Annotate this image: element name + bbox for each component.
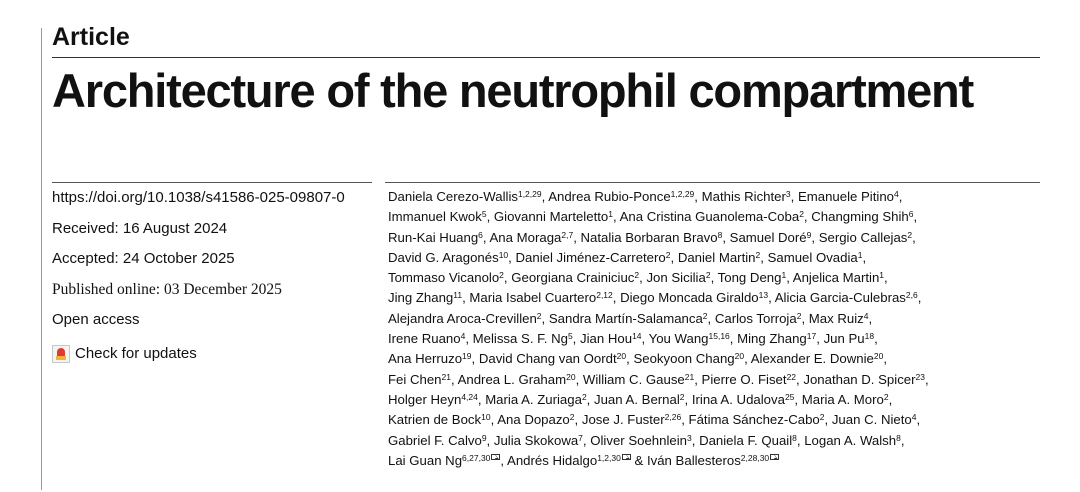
author-line (388, 228, 1048, 248)
author-line (388, 248, 1048, 268)
author-separator: , (768, 290, 775, 306)
author-name[interactable]: Giovanni Marteletto (493, 209, 609, 225)
author-separator: , (916, 412, 921, 428)
author-line (388, 309, 1048, 329)
author-name[interactable]: Anjelica Martin (792, 270, 880, 286)
author-separator: , (694, 189, 702, 204)
author-name[interactable]: Maria Isabel Cuartero (469, 290, 597, 306)
author-separator: , (884, 270, 888, 286)
author-name[interactable]: Emanuele Pitino (797, 189, 895, 204)
author-name[interactable]: Ana Moraga (489, 229, 562, 245)
author-name[interactable]: Maria A. Zuriaga (485, 391, 582, 407)
author-line (388, 410, 1048, 430)
affiliation-superscript: 3 (785, 189, 791, 199)
affiliation-superscript: 5 (481, 209, 487, 220)
author-separator: , (482, 229, 490, 245)
affiliation-superscript: 21 (441, 371, 451, 382)
affiliation-superscript: 1 (781, 270, 787, 281)
author-separator: , (722, 229, 730, 245)
author-separator: , (790, 189, 798, 204)
affiliation-superscript: 4 (863, 310, 869, 321)
affiliation-superscript: 19 (462, 351, 472, 362)
author-name[interactable]: Run-Kai Huang (388, 229, 479, 245)
affiliation-superscript: 13 (758, 290, 769, 301)
affiliation-superscript: 9 (806, 229, 812, 240)
author-name[interactable]: Julia Skokowa (493, 432, 579, 448)
author-name[interactable]: Holger Heyn (388, 391, 462, 407)
affiliation-superscript: 1 (879, 270, 885, 281)
author-separator: , (582, 432, 591, 448)
author-separator: , (586, 391, 594, 407)
author-name[interactable]: Daniela F. Quail (699, 432, 793, 448)
author-separator: , (710, 270, 718, 286)
author-name[interactable]: Tommaso Vicanolo (388, 270, 500, 286)
author-separator: , (508, 249, 516, 265)
author-separator: , (612, 209, 620, 225)
author-separator: , (729, 331, 738, 347)
author-separator: , (573, 229, 581, 245)
affiliation-superscript: 2 (569, 412, 575, 423)
author-name[interactable]: Daniel Jiménez-Carretero (515, 249, 666, 265)
author-separator: , (868, 310, 873, 326)
affiliation-superscript: 2,12 (596, 290, 613, 301)
author-separator: , (913, 209, 918, 225)
author-line (388, 431, 1048, 451)
author-separator: , (796, 371, 804, 387)
author-separator: & (630, 452, 647, 468)
author-separator: , (450, 371, 458, 387)
affiliation-superscript: 11 (453, 290, 463, 301)
affiliation-superscript: 9 (481, 432, 487, 443)
article-type-label: Article (52, 23, 130, 51)
affiliation-superscript: 20 (734, 351, 745, 362)
affiliation-superscript: 1,2,29 (670, 189, 695, 199)
affiliation-superscript: 6 (908, 209, 914, 220)
author-list (388, 187, 1048, 471)
author-name[interactable]: Carlos Torroja (714, 310, 797, 326)
affiliation-superscript: 25 (784, 391, 795, 402)
author-line (388, 451, 1048, 471)
affiliation-superscript: 2,28,30 (740, 452, 770, 463)
author-line (388, 349, 1048, 369)
author-separator: , (898, 189, 903, 204)
author-name[interactable]: Fei Chen (388, 371, 442, 387)
author-line (388, 370, 1048, 390)
author-name[interactable]: Juan A. Bernal (594, 391, 680, 407)
affiliation-superscript: 2 (705, 270, 711, 281)
author-name[interactable]: Immanuel Kwok (388, 209, 482, 225)
meta-divider (52, 182, 372, 183)
affiliation-superscript: 21 (684, 371, 695, 382)
author-separator: , (760, 249, 768, 265)
author-separator: , (925, 371, 929, 387)
accepted-date: Accepted: 24 October 2025 (52, 250, 235, 268)
author-separator: , (641, 331, 649, 347)
author-name[interactable]: Jon Sicilia (646, 270, 706, 286)
author-line (388, 329, 1048, 349)
affiliation-superscript: 17 (806, 331, 817, 342)
affiliation-superscript: 1,2,29 (517, 189, 542, 199)
author-name[interactable]: Diego Moncada Giraldo (620, 290, 759, 306)
author-name[interactable]: Andrea Rubio-Ponce (548, 189, 671, 204)
affiliation-superscript: 1,2,30 (597, 452, 621, 463)
header-divider (52, 57, 1040, 58)
affiliation-superscript: 4 (911, 412, 917, 423)
affiliation-superscript: 2 (883, 391, 889, 402)
author-name[interactable]: Mathis Richter (701, 189, 786, 204)
author-separator: , (803, 209, 812, 225)
author-name[interactable]: Ana Dopazo (497, 412, 570, 428)
email-icon[interactable] (622, 454, 631, 460)
affiliation-superscript: 2 (679, 391, 685, 402)
author-separator: , (794, 391, 802, 407)
author-separator: , (811, 229, 819, 245)
author-name[interactable]: Seokyoon Chang (633, 351, 735, 367)
author-name[interactable]: Daniela Cerezo-Wallis (388, 189, 518, 204)
author-separator: , (681, 412, 689, 428)
affiliation-superscript: 20 (566, 371, 576, 382)
crossmark-icon (52, 345, 70, 363)
received-date: Received: 16 August 2024 (52, 219, 228, 237)
author-name[interactable]: Andrea L. Graham (457, 371, 567, 387)
author-name[interactable]: Gabriel F. Calvo (388, 432, 482, 448)
affiliation-superscript: 8 (896, 432, 901, 443)
affiliation-superscript: 2,26 (664, 412, 682, 423)
author-name[interactable]: Georgiana Crainiciuc (511, 270, 635, 286)
author-name[interactable]: Melissa S. F. Ng (472, 331, 568, 347)
author-name[interactable]: Logan A. Walsh (804, 432, 897, 448)
article-title: Architecture of the neutrophil compartment (52, 64, 974, 117)
affiliation-superscript: 3 (687, 432, 692, 443)
email-icon[interactable] (770, 454, 779, 460)
author-name[interactable]: Ana Cristina Guanolema-Coba (619, 209, 800, 225)
author-separator: , (691, 432, 700, 448)
authors-divider (385, 182, 1040, 183)
affiliation-superscript: 2 (799, 209, 804, 220)
affiliation-superscript: 2 (702, 310, 708, 321)
author-name[interactable]: Pierre O. Fiset (701, 371, 787, 387)
author-separator: , (465, 331, 473, 347)
author-separator: , (626, 351, 634, 367)
author-separator: , (490, 412, 498, 428)
author-name[interactable]: Samuel Ovadia (767, 249, 858, 265)
author-name[interactable]: Andrés Hidalgo (507, 452, 598, 468)
author-separator: , (744, 351, 751, 367)
author-separator: , (917, 290, 922, 306)
affiliation-superscript: 10 (481, 412, 491, 423)
author-separator: , (707, 310, 715, 326)
author-name[interactable]: Alicia Garcia-Culebras (774, 290, 906, 306)
author-separator: , (574, 412, 582, 428)
author-line (388, 288, 1048, 308)
affiliation-superscript: 20 (616, 351, 627, 362)
author-line (388, 390, 1048, 410)
open-access-label: Open access (52, 311, 140, 329)
author-name[interactable]: Daniel Martin (677, 249, 756, 265)
affiliation-superscript: 2 (499, 270, 504, 281)
affiliation-superscript: 14 (632, 331, 642, 342)
author-line (388, 268, 1048, 288)
author-name[interactable]: Jian Hou (580, 331, 633, 347)
affiliation-superscript: 7 (578, 432, 583, 443)
affiliation-superscript: 4 (460, 331, 466, 342)
author-separator: , (462, 290, 470, 306)
affiliation-superscript: 2 (536, 310, 542, 321)
author-name[interactable]: Samuel Doré (729, 229, 807, 245)
affiliation-superscript: 20 (873, 351, 884, 362)
author-name[interactable]: Ana Herruzo (388, 351, 463, 367)
author-name[interactable]: Oliver Soehnlein (590, 432, 687, 448)
author-separator: , (541, 189, 549, 204)
author-name[interactable]: Alejandra Aroca-Crevillen (388, 310, 537, 326)
affiliation-superscript: 5 (567, 331, 573, 342)
author-separator: , (912, 229, 916, 245)
author-separator: , (639, 270, 647, 286)
author-separator: , (862, 249, 867, 265)
affiliation-superscript: 2 (581, 391, 587, 402)
check-for-updates-button[interactable] (52, 339, 382, 370)
author-separator: , (486, 432, 494, 448)
affiliation-superscript: 8 (717, 229, 723, 240)
author-name[interactable]: Irene Ruano (388, 331, 461, 347)
author-separator: , (786, 270, 793, 286)
author-name[interactable]: Fátima Sánchez-Cabo (688, 412, 820, 428)
author-name[interactable]: Maria A. Moro (801, 391, 884, 407)
affiliation-superscript: 23 (915, 371, 925, 382)
author-separator: , (500, 452, 508, 468)
author-line (388, 207, 1048, 227)
author-name[interactable]: Jing Zhang (388, 290, 454, 306)
affiliation-superscript: 4 (894, 189, 899, 199)
affiliation-superscript: 8 (792, 432, 797, 443)
affiliation-superscript: 18 (864, 331, 875, 342)
affiliation-superscript: 2 (755, 249, 761, 260)
affiliation-superscript: 10 (498, 249, 509, 260)
author-name[interactable]: Natalia Borbaran Bravo (580, 229, 718, 245)
author-name[interactable]: Juan C. Nieto (831, 412, 912, 428)
affiliation-superscript: 2 (796, 310, 802, 321)
author-separator: , (900, 432, 905, 448)
author-name[interactable]: Max Ruiz (808, 310, 864, 326)
author-name[interactable]: You Wang (648, 331, 709, 347)
author-separator: , (486, 209, 494, 225)
author-separator: , (612, 290, 621, 306)
author-name[interactable]: Iván Ballesteros (646, 452, 741, 468)
author-name[interactable]: Lai Guan Ng (388, 452, 463, 468)
affiliation-superscript: 2,7 (561, 229, 574, 240)
affiliation-superscript: 2 (907, 229, 913, 240)
author-separator: , (471, 351, 479, 367)
affiliation-superscript: 2 (665, 249, 671, 260)
author-name[interactable]: Jose J. Fuster (581, 412, 665, 428)
author-name[interactable]: Katrien de Bock (388, 412, 482, 428)
author-separator: , (684, 391, 692, 407)
author-name[interactable]: Alexander E. Downie (750, 351, 874, 367)
author-separator: , (883, 351, 888, 367)
author-name[interactable]: David Chang van Oordt (478, 351, 617, 367)
affiliation-superscript: 4,24 (461, 391, 478, 402)
author-name[interactable]: Ming Zhang (737, 331, 807, 347)
author-line (388, 187, 1048, 207)
affiliation-superscript: 22 (786, 371, 797, 382)
left-margin-rule (41, 28, 42, 490)
author-separator: , (888, 391, 893, 407)
published-date: Published online: 03 December 2025 (52, 280, 282, 298)
email-icon[interactable] (491, 454, 500, 460)
affiliation-superscript: 2 (634, 270, 640, 281)
author-separator: , (824, 412, 832, 428)
author-name[interactable]: David G. Aragonés (388, 249, 499, 265)
author-separator: , (572, 331, 580, 347)
author-separator: , (503, 270, 512, 286)
author-name[interactable]: Tong Deng (717, 270, 782, 286)
author-separator: , (670, 249, 678, 265)
author-name[interactable]: Jonathan D. Spicer (803, 371, 916, 387)
check-for-updates-label: Check for updates (75, 345, 197, 363)
author-name[interactable]: Changming Shih (811, 209, 909, 225)
author-separator: , (816, 331, 824, 347)
author-name[interactable]: Jun Pu (823, 331, 865, 347)
author-separator: , (477, 391, 486, 407)
affiliation-superscript: 6 (478, 229, 483, 240)
affiliation-superscript: 1 (857, 249, 863, 260)
author-separator: , (874, 331, 878, 347)
author-separator: , (694, 371, 702, 387)
article-metadata (52, 186, 382, 370)
affiliation-superscript: 15,16 (708, 331, 730, 342)
author-separator: , (541, 310, 549, 326)
affiliation-superscript: 1 (608, 209, 613, 220)
author-separator: , (801, 310, 809, 326)
affiliation-superscript: 6,27,30 (462, 452, 491, 463)
affiliation-superscript: 2 (819, 412, 825, 423)
author-name[interactable]: Irina A. Udalova (691, 391, 785, 407)
affiliation-superscript: 2,6 (905, 290, 918, 301)
author-name[interactable]: Sergio Callejas (818, 229, 908, 245)
author-separator: , (796, 432, 805, 448)
author-separator: , (575, 371, 583, 387)
author-name[interactable]: William C. Gause (582, 371, 685, 387)
author-name[interactable]: Sandra Martín-Salamanca (548, 310, 703, 326)
doi-link[interactable]: https://doi.org/10.1038/s41586-025-09807-0 (52, 189, 345, 206)
